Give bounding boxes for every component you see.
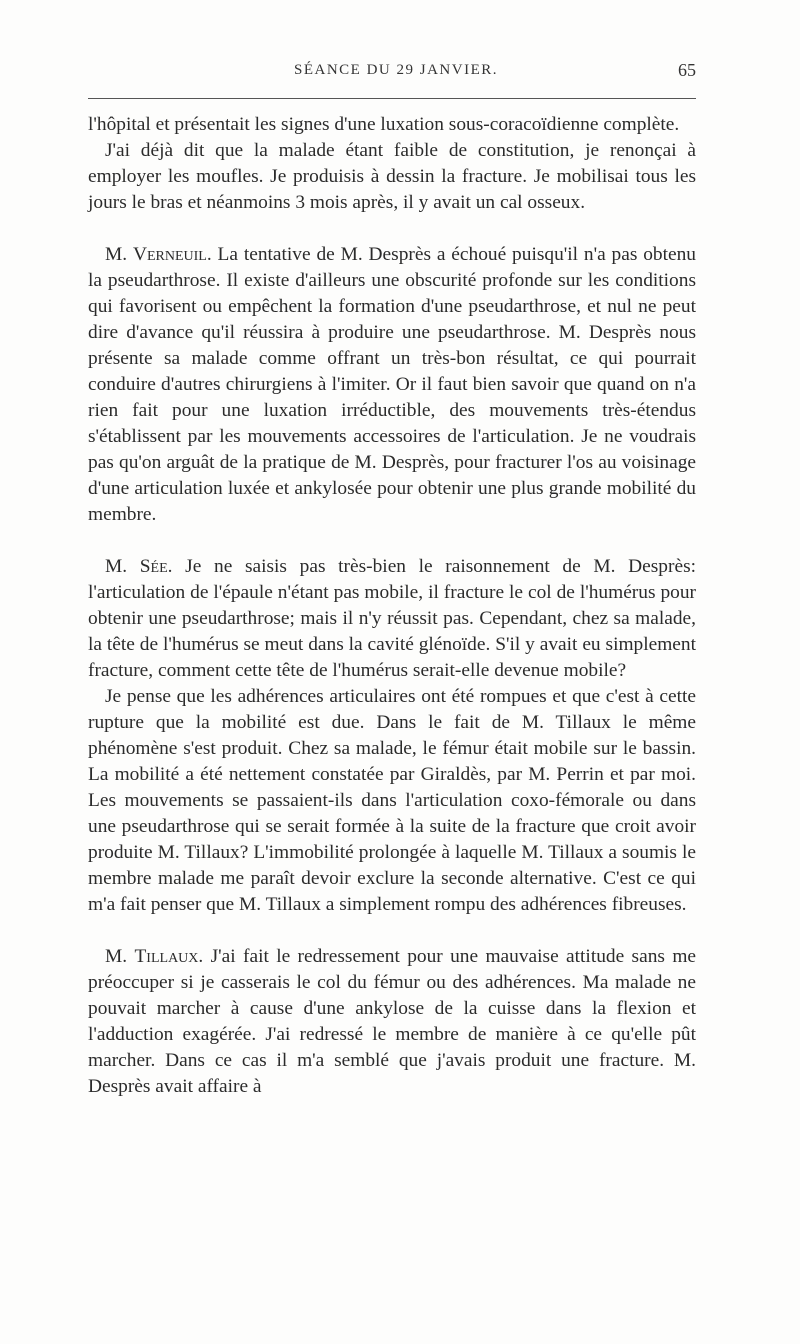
paragraph-verneuil [88, 242, 696, 528]
paragraph-text: Je ne saisis pas très-bien le raisonnement de M. Desprès: l'articulation de l'épaule n'étant pas mobile, il fracture le col de l'humérus pour obtenir une pseudarthrose; mais il n'y réussit pas. Cependant, chez sa malade, la tête de l'humérus se meut dans la cavité glénoïde. S'il y avait eu simplement fracture, comment cette tête de l'humérus serait-elle devenue mobile? [88, 556, 697, 681]
speaker-name: Tillaux. [134, 946, 204, 967]
page-header [88, 60, 696, 84]
paragraph-tillaux [88, 944, 696, 1100]
paragraph-despres [88, 138, 696, 216]
speaker-prefix: M. [105, 244, 133, 265]
paragraph-continuation [88, 112, 696, 138]
speaker-prefix: M. [105, 946, 135, 967]
paragraph-see [88, 554, 696, 684]
paragraph-text: l'hôpital et présentait les signes d'une luxation sous-coracoïdienne complète. [88, 114, 680, 135]
page-body [88, 112, 696, 1100]
paragraph-text: J'ai déjà dit que la malade étant faible de constitution, je renonçai à employer les moufles. Je produisis à dessin la fracture. Je mobilisai tous les jours le bras et néanmoins 3 mois après, il y avait un cal osseux. [88, 140, 696, 213]
paragraph-text: J'ai fait le redressement pour une mauvaise attitude sans me préoccuper si je casserais le col du fémur ou des adhérences. Ma malade ne pouvait marcher à cause d'une ankylose de la cuisse dans la flexion et l'adduction exagérée. J'ai redressé le membre de manière à ce qu'elle pût marcher. Dans ce cas il m'a semblé que j'avais produit une fracture. M. Desprès avait affaire à [88, 946, 697, 1097]
paragraph-text: Je pense que les adhérences articulaires ont été rompues et que c'est à cette rupture que la mobilité est due. Dans le fait de M. Tillaux le même phénomène s'est produit. Chez sa malade, le fémur était mobile sur le bassin. La mobilité a été nettement constatée par Giraldès, par M. Perrin et par moi. Les mouvements se passaient-ils dans l'articulation coxo-fémorale ou dans une pseudarthrose qui se serait formée à la suite de la fracture que croit avoir produite M. Tillaux? L'immobilité prolongée à laquelle M. Tillaux a soumis le membre malade me paraît devoir exclure la seconde alternative. C'est ce qui m'a fait penser que M. Tillaux a simplement rompu des adhérences fibreuses. [88, 686, 696, 915]
page-number: 65 [678, 60, 696, 80]
speaker-prefix: M. [105, 556, 140, 577]
header-rule [88, 98, 696, 99]
running-title: SÉANCE DU 29 JANVIER. [294, 62, 498, 78]
paragraph-text: La tentative de M. Desprès a échoué puisqu'il n'a pas obtenu la pseudarthrose. Il existe d'ailleurs une obscurité profonde sur les conditions qui favorisent ou empêchent la formation d'une pseudarthrose, et nul ne peut dire d'avance qu'il réussira à produire une pseudarthrose. M. Desprès nous présente sa malade comme offrant un très-bon résultat, ce qui pourrait conduire d'autres chirurgiens à l'imiter. Or il faut bien savoir que quand on n'a rien fait pour une luxation irréductible, des mouvements très-étendus s'établissent par les mouvements accessoires de l'articulation. Je ne voudrais pas qu'on arguât de la pratique de M. Desprès, pour fracturer l'os au voisinage d'une articulation luxée et ankylosée pour obtenir une plus grande mobilité du membre. [88, 244, 697, 525]
speaker-name: Verneuil. [132, 244, 212, 265]
speaker-name: Sée. [139, 556, 173, 577]
paragraph-see-continued [88, 684, 696, 918]
